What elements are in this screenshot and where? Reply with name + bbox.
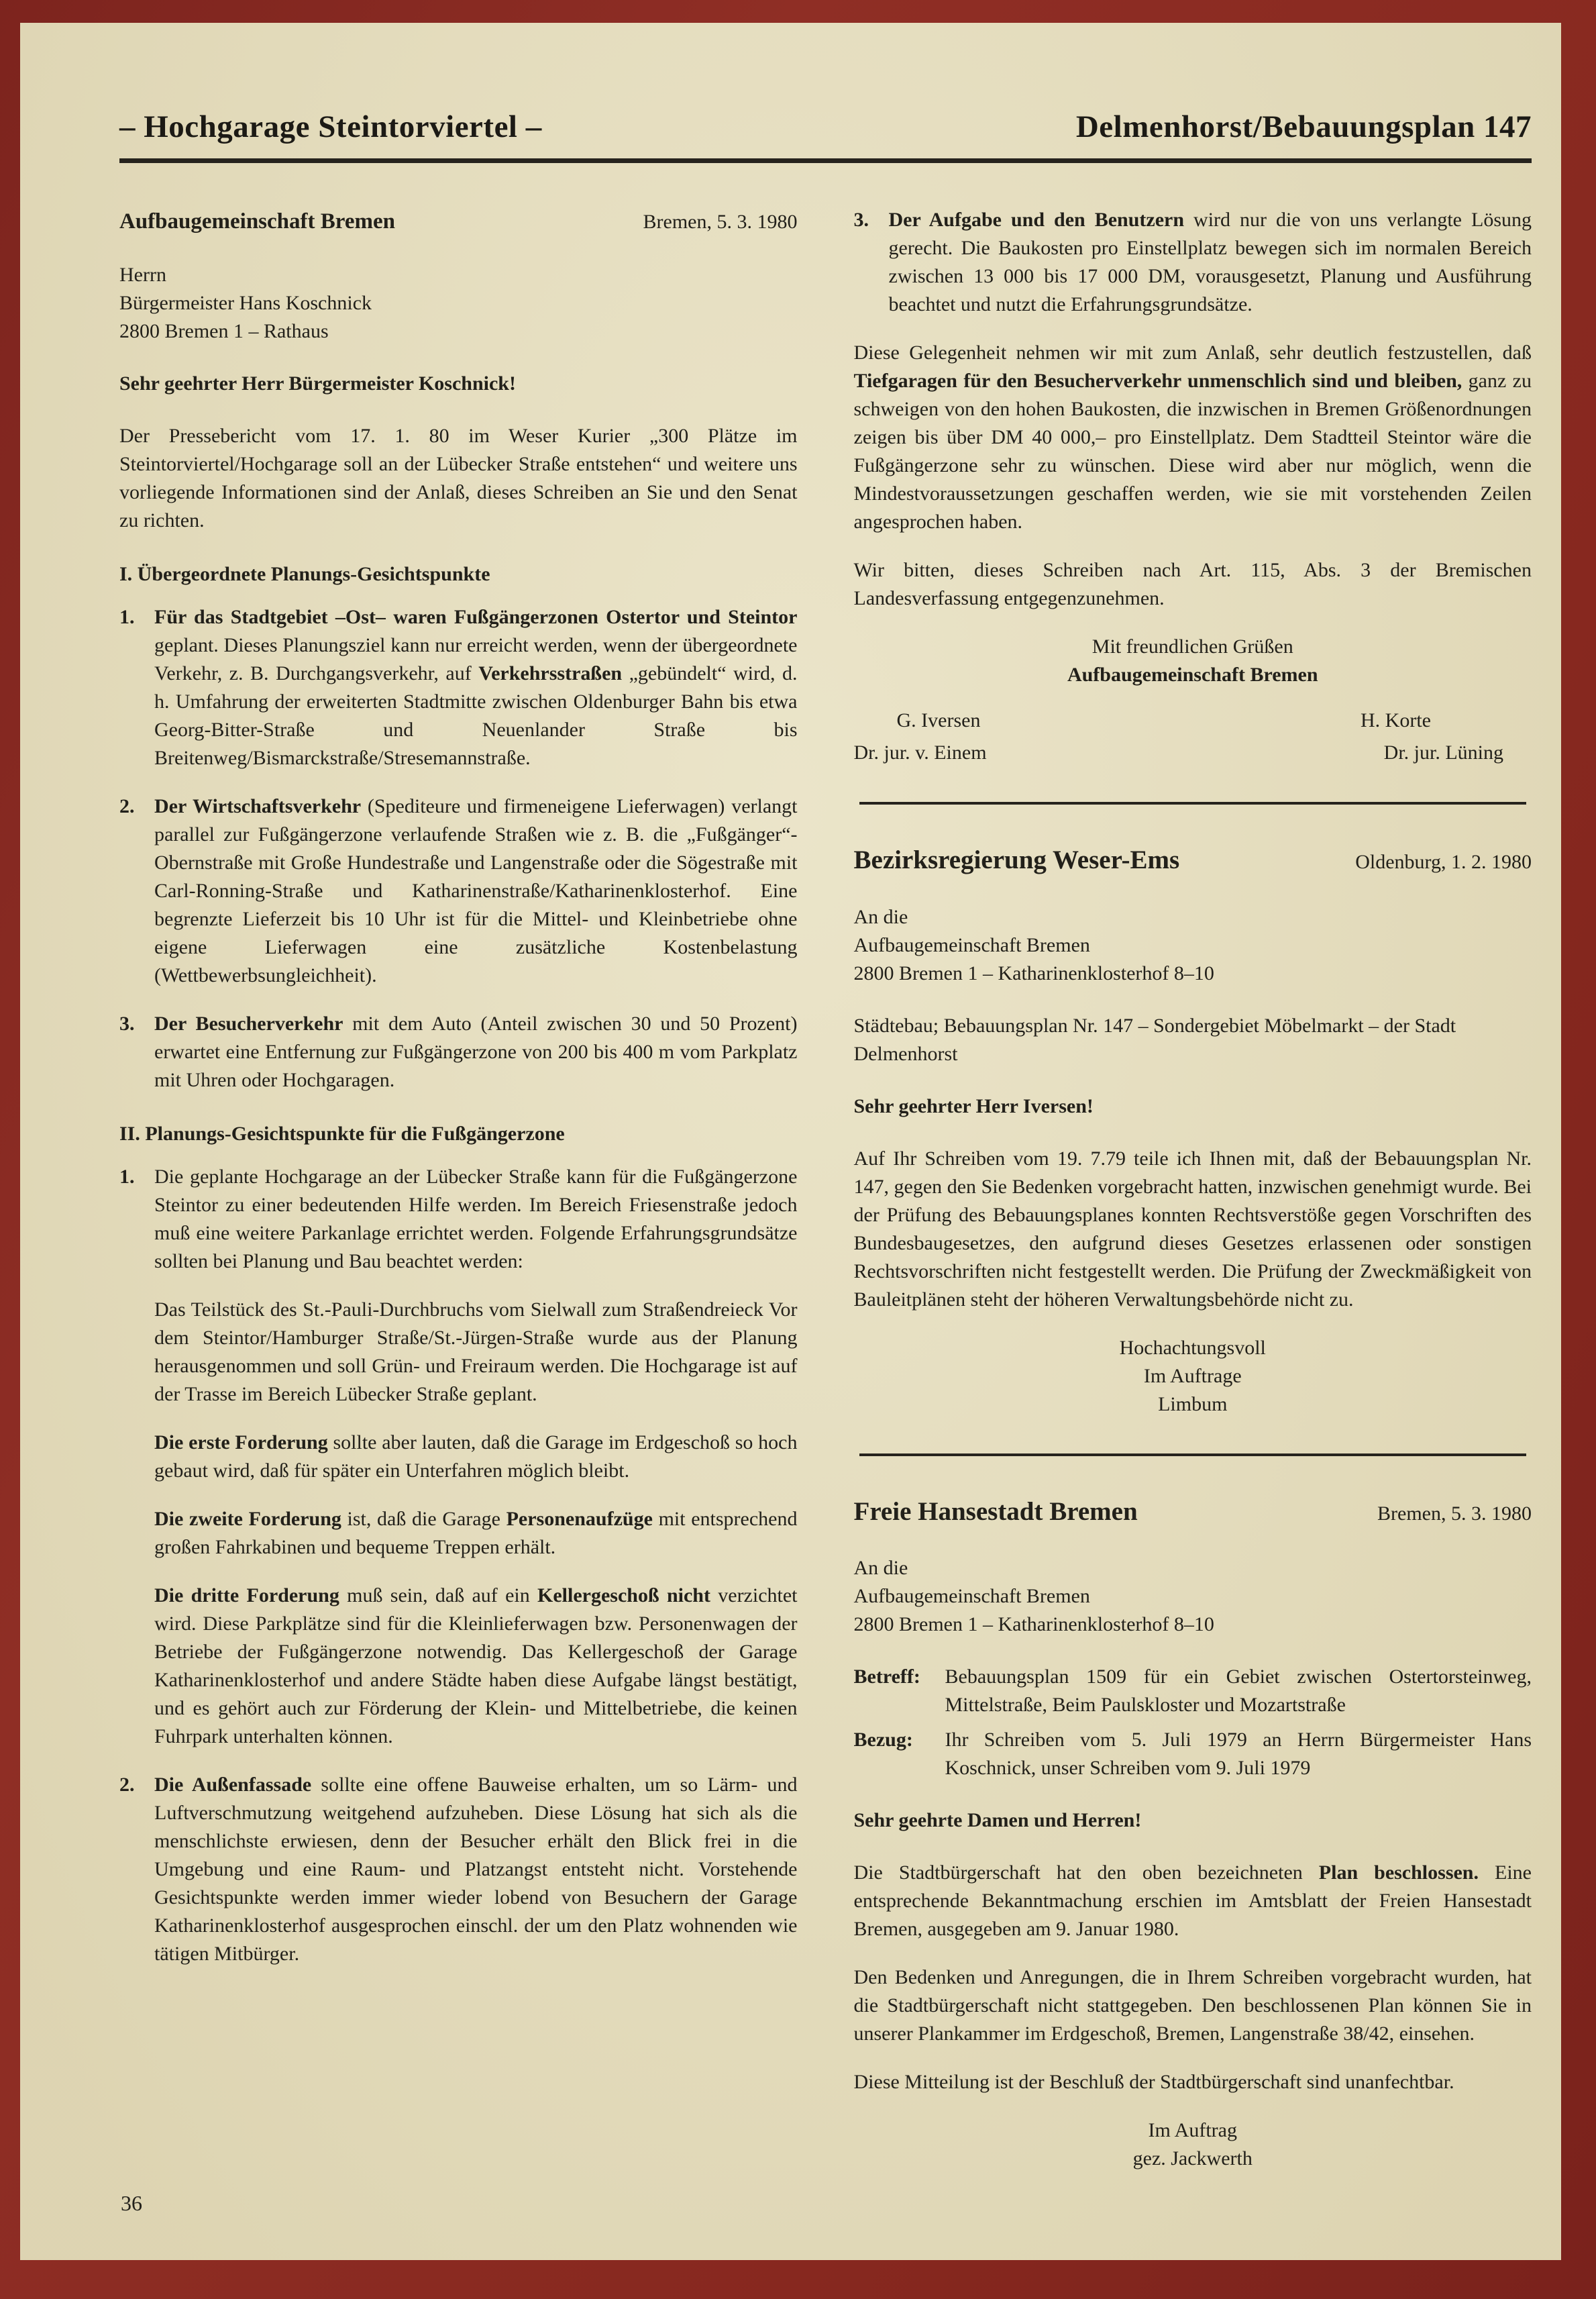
page-title-left: – Hochgarage Steintorviertel – xyxy=(119,109,542,144)
item-text: Der Wirtschaftsverkehr (Spediteure und firmeneigene Lieferwagen) verlangt parallel zur Fußgängerzone verlaufende Straßen wie z. B. die „Fußgänger“-Obernstraße mit Große Hundestraße und Langenstraße oder die Sögestraße mit Carl-Ronning-Straße und Katharinenstraße/Katharinenklosterhof. Eine begrenzte Lieferzeit bis 10 Uhr ist für die Mittel- und Kleinbetriebe ohne eigene Lieferwagen eine zusätzliche Kostenbelastung (Wettbewerbsungleichheit). xyxy=(154,795,798,987)
paragraph-intro: Der Pressebericht vom 17. 1. 80 im Weser Kurier „300 Plätze im Steintorviertel/Hochgarage soll an der Lübecker Straße entstehen“ und weitere uns vorliegende Informationen sind der Anlaß, dieses Schreiben an Sie und den Senat zu richten. xyxy=(119,425,798,532)
sender-name: Aufbaugemeinschaft Bremen xyxy=(119,209,395,234)
signature-block xyxy=(854,707,1532,767)
section-heading-1: I. Übergeordnete Planungs-Gesichtspunkte xyxy=(119,563,490,586)
letter-hansestadt-bremen xyxy=(854,1494,1532,2174)
recipient-address: An die Aufbaugemeinschaft Bremen 2800 Bremen 1 – Katharinenklosterhof 8–10 xyxy=(853,1557,1214,1636)
two-column-layout xyxy=(119,206,1532,2197)
section-heading-2: II. Planungs-Gesichtspunkte für die Fußgängerzone xyxy=(119,1123,565,1145)
recipient-address: An die Aufbaugemeinschaft Bremen 2800 Bremen 1 – Katharinenklosterhof 8–10 xyxy=(853,905,1214,984)
right-column xyxy=(854,206,1532,2197)
letterhead xyxy=(854,1494,1532,1531)
letter-divider xyxy=(859,802,1527,805)
closing-greeting: Mit freundlichen Grüßen xyxy=(1092,635,1293,658)
paragraph: Die Stadtbürgerschaft hat den oben bezeichneten Plan beschlossen. Eine entsprechende Bekanntmachung erschien im Amtsblatt der Freien Hansestadt Bremen, ausgegeben am 9. Januar 1980. xyxy=(853,1861,1532,1941)
salutation: Sehr geehrte Damen und Herren! xyxy=(853,1809,1142,1832)
betreff-text: Bebauungsplan 1509 für ein Gebiet zwischen Ostertorsteinweg, Mittelstraße, Beim Paulskloster und Mozartstraße xyxy=(945,1666,1532,1717)
paragraph: Das Teilstück des St.-Pauli-Durchbruchs vom Sielwall zum Straßendreieck Vor dem Steintor/Hamburger Straße/St.-Jürgen-Straße wurde aus der Planung herausgenommen und soll Grün- und Freiraum werden. Die Hochgarage ist auf der Trasse im Bereich Lübecker Straße geplant. xyxy=(154,1298,798,1406)
place-date: Bremen, 5. 3. 1980 xyxy=(643,211,798,233)
sender-name: Bezirksregierung Weser-Ems xyxy=(853,846,1180,874)
recipient-address: Herrn Bürgermeister Hans Koschnick 2800 Bremen 1 – Rathaus xyxy=(119,264,372,343)
closing-company: Aufbaugemeinschaft Bremen xyxy=(1067,664,1318,686)
letter-divider xyxy=(859,1453,1527,1456)
betreff-row xyxy=(854,1663,1532,1719)
list-item xyxy=(119,603,798,772)
item-number: 3. xyxy=(119,1013,135,1035)
letterhead xyxy=(119,206,798,237)
left-column xyxy=(119,206,798,2197)
place-date: Bremen, 5. 3. 1980 xyxy=(1377,1502,1532,1525)
closing-block: Im Auftrag gez. Jackwerth xyxy=(1132,2119,1253,2170)
item-number: 2. xyxy=(119,1774,135,1796)
bezug-label: Bezug: xyxy=(853,1729,913,1751)
place-date: Oldenburg, 1. 2. 1980 xyxy=(1355,851,1532,873)
list-item xyxy=(854,206,1532,319)
salutation: Sehr geehrter Herr Iversen! xyxy=(853,1094,1094,1117)
paper xyxy=(20,23,1561,2260)
list-item xyxy=(119,793,798,990)
paragraph-tiefgaragen: Diese Gelegenheit nehmen wir mit zum Anlaß, sehr deutlich festzustellen, daß Tiefgaragen für den Besucherverkehr unmenschlich sind und bleiben, ganz zu schweigen von den hohen Baukosten, die inzwischen in Bremen Größenordnungen zeigen bis über DM 40 000,– pro Einstellplatz. Dem Stadtteil Steintor wäre die Fußgängerzone sehr zu wünschen. Diese wird aber nur möglich, wenn die Mindestvoraussetzungen geschaffen werden, wie sie mit vorstehenden Zeilen angesprochen haben. xyxy=(853,342,1532,533)
page-number: 36 xyxy=(121,2191,142,2215)
signature-name: H. Korte xyxy=(1361,709,1431,731)
paragraph-bitte: Wir bitten, dieses Schreiben nach Art. 115, Abs. 3 der Bremischen Landesverfassung entgegenzunehmen. xyxy=(853,559,1532,609)
salutation: Sehr geehrter Herr Bürgermeister Koschnick! xyxy=(119,372,516,395)
paragraph: Die erste Forderung sollte aber lauten, daß die Garage im Erdgeschoß so hoch gebaut wird, daß für später ein Unterfahren möglich bleibt. xyxy=(154,1431,798,1482)
item-text: Der Besucherverkehr mit dem Auto (Anteil zwischen 30 und 50 Prozent) erwartet eine Entfernung zur Fußgängerzone von 200 bis 400 m vom Parkplatz mit Uhren oder Hochgaragen. xyxy=(154,1013,798,1092)
item-text xyxy=(154,1163,798,1751)
list-item xyxy=(119,1771,798,1968)
closing-block: Hochachtungsvoll Im Auftrage Limbum xyxy=(1119,1336,1266,1415)
signature-row xyxy=(854,707,1532,735)
item-number: 2. xyxy=(119,795,135,818)
signature-name: Dr. jur. v. Einem xyxy=(853,742,987,764)
bezug-row xyxy=(854,1726,1532,1782)
list-item xyxy=(119,1010,798,1094)
item-text: Die Außenfassade sollte eine offene Bauweise erhalten, um so Lärm- und Luftverschmutzung weitgehend aufzuheben. Diese Lösung hat sich als die menschlichste erwiesen, denn der Besucher erhält den Blick frei in die Umgebung und eine Raum- und Platzangst entsteht nicht. Vorstehende Gesichtspunkte werden immer wieder lobend von Besuchern der Garage Katharinenklosterhof ausgesprochen einschl. der um den Platz wohnenden wie tätigen Mitbürger. xyxy=(154,1774,798,1965)
paragraph: Diese Mitteilung ist der Beschluß der Stadtbürgerschaft sind unanfechtbar. xyxy=(853,2071,1454,2094)
paragraph-body: Auf Ihr Schreiben vom 19. 7.79 teile ich Ihnen mit, daß der Bebauungsplan Nr. 147, gegen den Sie Bedenken vorgebracht hatten, inzwischen genehmigt wurde. Bei der Prüfung des Bebauungsplanes konnten Rechtsverstöße gegen Vorschriften des Bundesbaugesetzes, den aufgrund dieses Gesetzes erlassenen oder sonstigen Rechtsvorschriften nicht festgestellt werden. Die Prüfung der Zweckmäßigkeit von Bauleitplänen steht der höheren Verwaltungsbehörde nicht zu. xyxy=(853,1147,1532,1311)
signature-name: G. Iversen xyxy=(896,709,981,731)
list-item xyxy=(119,1163,798,1751)
page-header xyxy=(119,109,1532,145)
paragraph: Die zweite Forderung ist, daß die Garage Personenaufzüge mit entsprechend großen Fahrkabinen und bequeme Treppen erhält. xyxy=(154,1508,798,1559)
item-number: 1. xyxy=(119,1166,135,1188)
betreff-label: Betreff: xyxy=(853,1666,920,1688)
sender-name: Freie Hansestadt Bremen xyxy=(853,1496,1138,1526)
item-number: 3. xyxy=(853,209,869,231)
letterhead xyxy=(854,842,1532,879)
item-text: Für das Stadtgebiet –Ost– waren Fußgängerzonen Ostertor und Steintor geplant. Dieses Planungsziel kann nur erreicht werden, wenn der übergeordnete Verkehr, z. B. Durchgangsverkehr, auf Verkehrsstraßen „gebündelt“ wird, d. h. Umfahrung der erweiterten Stadtmitte zwischen Oldenburger Bahn bis etwa Georg-Bitter-Straße und Neuenlander Straße bis Breitenweg/Bismarckstraße/Stresemannstraße. xyxy=(154,606,798,770)
header-rule xyxy=(119,158,1532,163)
paragraph: Die dritte Forderung muß sein, daß auf ein Kellergeschoß nicht verzichtet wird. Diese Parkplätze sind für die Kleinlieferwagen bzw. Personenwagen der Betriebe der Fußgängerzone notwendig. Das Kellergeschoß der Garage Katharinenklosterhof und andere Städte haben diese Aufgabe längst bestätigt, und es gehört auch zur Förderung der Klein- und Mittelbetriebe, die keinen Fuhrpark unterhalten können. xyxy=(154,1584,798,1748)
signature-name: Dr. jur. Lüning xyxy=(1383,742,1503,764)
item-text: Der Aufgabe und den Benutzern wird nur die von uns verlangte Lösung gerecht. Die Baukosten pro Einstellplatz bewegen sich im normalen Bereich zwischen 13 000 bis 17 000 DM, vorausgesetzt, Planung und Ausführung beachtet und nutzt die Erfahrungsgrundsätze. xyxy=(888,209,1532,315)
page-title-right: Delmenhorst/Bebauungsplan 147 xyxy=(1075,109,1532,144)
item-number: 1. xyxy=(119,606,135,629)
paragraph: Die geplante Hochgarage an der Lübecker Straße kann für die Fußgängerzone Steintor zu einer bedeutenden Hilfe werden. Im Bereich Friesenstraße jedoch muß eine weitere Parkanlage errichtet werden. Folgende Erfahrungsgrundsätze sollten bei Planung und Bau beachtet werden: xyxy=(154,1166,798,1273)
letter-aufbaugemeinschaft xyxy=(119,206,798,1968)
signature-row xyxy=(854,739,1532,767)
paragraph: Den Bedenken und Anregungen, die in Ihrem Schreiben vorgebracht wurden, hat die Stadtbürgerschaft nicht stattgegeben. Den beschlossenen Plan können Sie in unserer Plankammer im Erdgeschoß, Bremen, Langenstraße 38/42, einsehen. xyxy=(853,1966,1532,2045)
letter-bezirksregierung xyxy=(854,842,1532,1419)
reference-block xyxy=(854,1663,1532,1782)
bezug-text: Ihr Schreiben vom 5. Juli 1979 an Herrn Bürgermeister Hans Koschnick, unser Schreiben vom 9. Juli 1979 xyxy=(945,1729,1532,1780)
subject-line: Städtebau; Bebauungsplan Nr. 147 – Sondergebiet Möbelmarkt – der Stadt Delmenhorst xyxy=(853,1014,1456,1065)
